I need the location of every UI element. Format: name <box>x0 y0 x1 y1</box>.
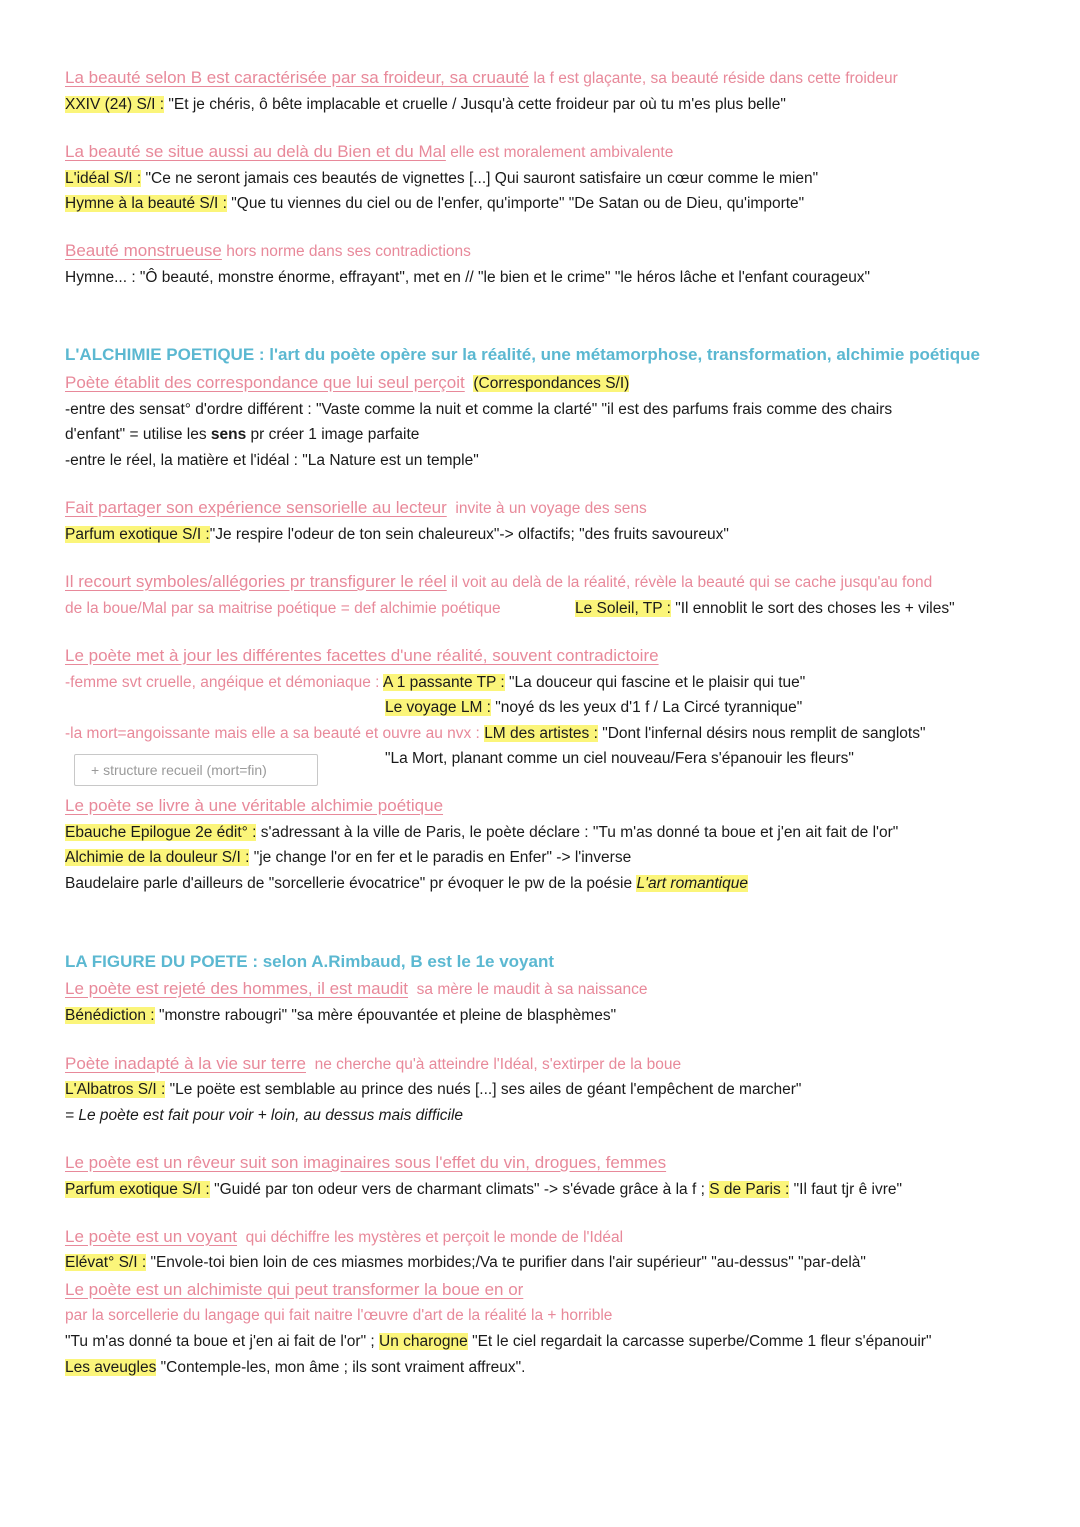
heading-reveur: Le poète est un rêveur suit son imaginaires sous l'effet du vin, drogues, femmes <box>65 1153 667 1172</box>
heading-bien-mal: La beauté se situe aussi au delà du Bien et du Mal elle est moralement ambivalente <box>65 142 674 161</box>
quote-line: L'Albatros S/I : "Le poëte est semblable au prince des nués [...] ses ailes de géant l'empêchent de marcher" <box>65 1081 802 1098</box>
quote-line: Les aveugles "Contemple-les, mon âme ; ils sont vraiment affreux". <box>65 1359 526 1376</box>
quote-line: "La Mort, planant comme un ciel nouveau/Fera s'épanouir les fleurs" <box>385 750 854 767</box>
heading-voyant: Le poète est un voyant qui déchiffre les mystères et perçoit le monde de l'Idéal <box>65 1227 624 1246</box>
section-title-alchimie: L'ALCHIMIE POETIQUE : l'art du poète opère sur la réalité, une métamorphose, transformation, alchimie poétique <box>65 345 980 364</box>
quote-line: Elévat° S/I : "Envole-toi bien loin de ces miasmes morbides;/Va te purifier dans l'air supérieur" "au-dessus" "par-delà" <box>65 1254 866 1271</box>
text-line: -femme svt cruelle, angéique et démoniaque : A 1 passante TP : "La douceur qui fascine et le plaisir qui tue" <box>65 674 806 691</box>
quote-line: Parfum exotique S/I :"Je respire l'odeur de ton sein chaleureux"-> olfactifs; "des fruits savoureux" <box>65 526 729 543</box>
heading-facettes: Le poète met à jour les différentes facettes d'une réalité, souvent contradictoire <box>65 646 659 665</box>
quote-line: Alchimie de la douleur S/I : "je change l'or en fer et le paradis en Enfer" -> l'inverse <box>65 849 632 866</box>
text-line: -entre le réel, la matière et l'idéal : "La Nature est un temple" <box>65 452 479 469</box>
quote-line: Bénédiction : "monstre rabougri" "sa mère épouvantée et pleine de blasphèmes" <box>65 1007 617 1024</box>
text-line: -la mort=angoissante mais elle a sa beauté et ouvre au nvx : LM des artistes : "Dont l'infernal désirs nous remplit de sanglots" <box>65 725 926 742</box>
heading-beaute-monstrueuse: Beauté monstrueuse hors norme dans ses contradictions <box>65 241 471 260</box>
quote-line: L'idéal S/I : "Ce ne seront jamais ces beautés de vignettes [...] Qui sauront satisfaire un cœur comme le mien" <box>65 170 819 187</box>
quote-line: Le Soleil, TP : "Il ennoblit le sort des choses les + viles" <box>575 600 955 617</box>
section-title-figure-poete: LA FIGURE DU POETE : selon A.Rimbaud, B est le 1e voyant <box>65 952 554 971</box>
heading-symboles: Il recourt symboles/allégories pr transfigurer le réel il voit au delà de la réalité, révèle la beauté qui se cache jusqu'au fond <box>65 572 933 591</box>
text-line: d'enfant" = utilise les sens pr créer 1 image parfaite <box>65 426 420 443</box>
heading-maudit: Le poète est rejeté des hommes, il est maudit sa mère le maudit à sa naissance <box>65 979 648 998</box>
heading-inadapte: Poète inadapté à la vie sur terre ne cherche qu'à atteindre l'Idéal, s'extirper de la boue <box>65 1054 682 1073</box>
quote-line: "Tu m'as donné ta boue et j'en ai fait de l'or" ; Un charogne "Et le ciel regardait la carcasse superbe/Comme 1 fleur s'épanouir" <box>65 1333 932 1350</box>
quote-line: Hymne... : "Ô beauté, monstre énorme, effrayant", met en // "le bien et le crime" "le héros lâche et l'enfant courageux" <box>65 269 871 286</box>
text-line: par la sorcellerie du langage qui fait naitre l'œuvre d'art de la réalité la + horrible <box>65 1307 613 1324</box>
quote-line: Hymne à la beauté S/I : "Que tu viennes du ciel ou de l'enfer, qu'importe" "De Satan ou de Dieu, qu'importe" <box>65 195 805 212</box>
heading-veritable-alchimie: Le poète se livre à une véritable alchimie poétique <box>65 796 444 815</box>
italic-note: = Le poète est fait pour voir + loin, au dessus mais difficile <box>65 1107 464 1124</box>
text-line: -entre des sensat° d'ordre différent : "Vaste comme la nuit et comme la clarté" "il est des parfums frais comme des chairs <box>65 401 893 418</box>
quote-line: XXIV (24) S/I : "Et je chéris, ô bête implacable et cruelle / Jusqu'à cette froideur par où tu m'es plus belle" <box>65 96 786 113</box>
heading-beaute-froideur: La beauté selon B est caractérisée par sa froideur, sa cruauté la f est glaçante, sa beauté réside dans cette froideur <box>65 68 898 87</box>
text-line: de la boue/Mal par sa maitrise poétique = def alchimie poétique <box>65 600 501 617</box>
text-line: Baudelaire parle d'ailleurs de "sorcellerie évocatrice" pr évoquer le pw de la poésie L'art romantique <box>65 875 748 892</box>
quote-line: Le voyage LM : "noyé ds les yeux d'1 f / La Circé tyrannique" <box>385 699 803 716</box>
quote-line: Parfum exotique S/I : "Guidé par ton odeur vers de charmant climats" -> s'évade grâce à la f ; S de Paris : "Il faut tjr ê ivre" <box>65 1181 902 1198</box>
heading-experience: Fait partager son expérience sensorielle au lecteur invite à un voyage des sens <box>65 498 647 517</box>
heading-correspondances: Poète établit des correspondance que lui seul perçoit (Correspondances S/I) <box>65 373 630 392</box>
quote-line: Ebauche Epilogue 2e édit° : s'adressant à la ville de Paris, le poète déclare : "Tu m'as donné ta boue et j'en ait fait de l'or" <box>65 824 899 841</box>
comment-box: + structure recueil (mort=fin) <box>74 754 318 786</box>
heading-alchimiste: Le poète est un alchimiste qui peut transformer la boue en or <box>65 1280 524 1299</box>
